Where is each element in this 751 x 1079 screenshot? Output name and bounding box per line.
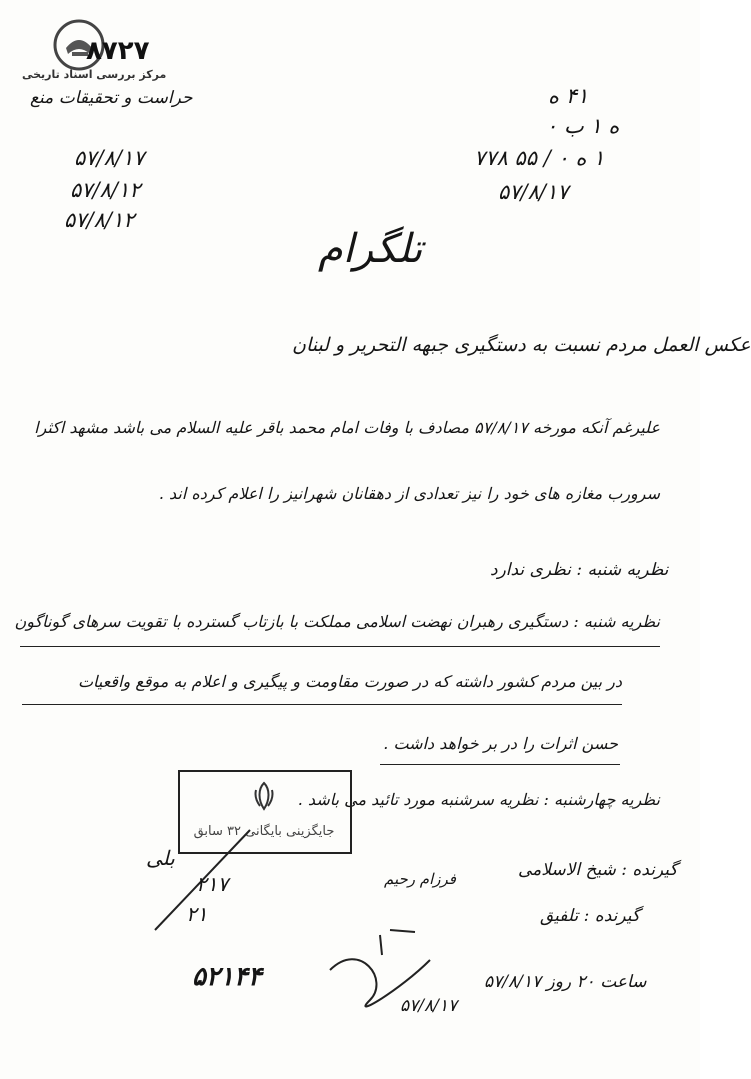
- body-line-2: سرورب مغازه های خود را نیز تعدادی از دهقانان شهرانیز را اعلام کرده اند .: [158, 484, 660, 503]
- bottom-number: ۵۲۱۴۴: [192, 962, 262, 992]
- office-name: حراست و تحقیقات منع: [30, 88, 193, 108]
- underline-3: [380, 764, 620, 765]
- subject-line: عکس العمل مردم نسبت به دستگیری جبهه التحریر و لبنان: [292, 334, 751, 356]
- middle-signature: فرزام رحیم: [384, 870, 456, 888]
- underline-2: [22, 704, 622, 705]
- header-right-ref: ۱ ه ۰ / ۵۵ ۷۷۸: [474, 146, 605, 170]
- body-line-1: علیرغم آنکه مورخه ۵۷/۸/۱۷ مصادف با وفات امام محمد باقر علیه السلام می باشد مشهد اکثرا: [34, 418, 660, 437]
- header-right-code-2: ه ۱ ب ۰: [546, 114, 620, 138]
- opinion-2-line-1: نظریه شنبه : دستگیری رهبران نهضت اسلامی مملکت با بازتاب گسترده با تقویت سرهای گوناگون: [14, 612, 660, 631]
- header-left-date-1: ۵۷/۸/۱۷: [74, 146, 145, 170]
- header-left-date-3: ۵۷/۸/۱۲: [64, 208, 135, 232]
- stamp-text: جایگزینی بایگانی ۳۲ سابق: [193, 824, 335, 839]
- opinion-3: نظریه چهارشنبه : نظریه سرشنبه مورد تائید می باشد .: [297, 790, 660, 809]
- underline-1: [20, 646, 660, 647]
- header-right-date: ۵۷/۸/۱۷: [498, 180, 569, 204]
- opinion-1: نظریه شنبه : نظری ندارد: [490, 560, 669, 580]
- header-right-code-1: ۴۱ ه: [548, 84, 589, 108]
- sender-signature: گیرنده : تلفیق: [540, 906, 640, 926]
- left-note: بلی: [146, 846, 175, 870]
- emblem-icon: [248, 780, 280, 812]
- bottom-date: ۵۷/۸/۱۷: [400, 996, 458, 1016]
- left-number: ۲۱۷: [196, 872, 229, 896]
- document-title: تلگرام: [318, 226, 423, 272]
- opinion-2-line-2: در بین مردم کشور داشته که در صورت مقاومت و پیگیری و اعلام به موقع واقعیات: [77, 672, 622, 691]
- header-left-date-2: ۵۷/۸/۱۲: [70, 178, 141, 202]
- receiver-signature: گیرنده : شیخ الاسلامی: [518, 860, 678, 880]
- margin-number: ۲۱: [186, 902, 208, 926]
- document-number: ۸۷۲۷: [86, 36, 150, 66]
- bottom-time-line: ساعت ۲۰ روز ۵۷/۸/۱۷: [484, 972, 647, 992]
- watermark-org-text: مرکز بررسی اسناد تاریخی: [22, 68, 167, 81]
- opinion-2-line-3: حسن اثرات را در بر خواهد داشت .: [383, 734, 618, 753]
